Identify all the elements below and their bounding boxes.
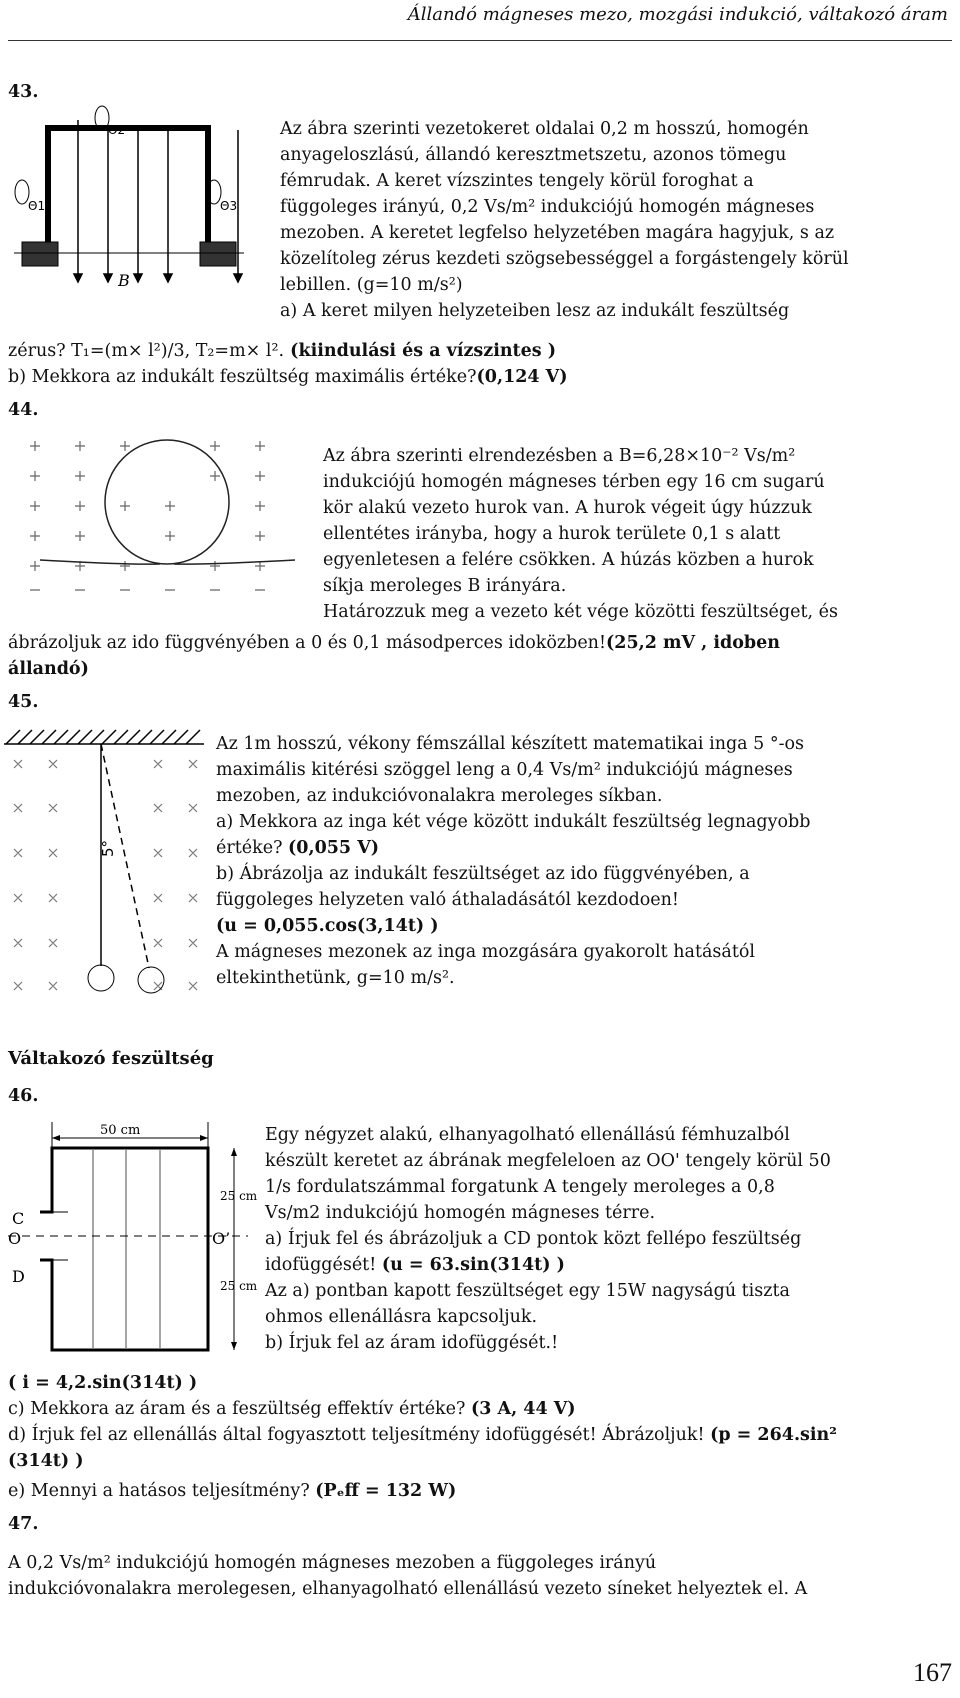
fig46-width-label: 50 cm [100, 1123, 141, 1138]
fig43-label-b: B [118, 271, 130, 290]
running-header: Állandó mágneses mezo, mozgási indukció, váltakozó áram [407, 4, 948, 25]
p44-line-6: síkja meroleges B irányára. [323, 576, 567, 596]
fig45-angle-label: 5° [99, 839, 117, 857]
p45-line-5 [216, 835, 810, 861]
p43-line-9-text: zérus? T₁=(m× l²)/3, T₂=m× l². [8, 341, 285, 361]
p43-line-7: lebillen. (g=10 m/s²) [280, 275, 463, 295]
problem-45-number: 45. [8, 692, 39, 712]
fig43-label-theta1: Θ1 [28, 199, 46, 213]
p45-line-9: A mágneses mezonek az inga mozgására gyakorolt hatásától [216, 942, 755, 962]
p45-line-7: függoleges helyzeten való áthaladásától kezdodoen! [216, 890, 679, 910]
p44-line-1: Az ábra szerinti elrendezésben a B=6,28×10⁻² Vs/m² [323, 446, 796, 466]
figure-45-pendulum [4, 724, 209, 1004]
fig46-label-o: O [8, 1229, 22, 1248]
p46-line-3: 1/s fordulatszámmal forgatunk A tengely meroleges a 0,8 [265, 1177, 775, 1197]
fig46-label-o-prime: O’ [212, 1229, 231, 1248]
p46-answer-d-cont: (314t) ) [8, 1451, 84, 1471]
p46-answer-b: ( i = 4,2.sin(314t) ) [8, 1373, 198, 1393]
figure-44-loop-in-field [10, 430, 300, 595]
p43-line-3: fémrudak. A keret vízszintes tengely körül foroghat a [280, 171, 754, 191]
p46-line-8: ohmos ellenállásra kapcsoljuk. [265, 1307, 538, 1327]
p46-line-14 [8, 1478, 456, 1504]
p45-line-3: mezoben, az indukcióvonalakra meroleges síkban. [216, 786, 663, 806]
figure-46-square-frame [8, 1112, 263, 1357]
p46-answer-c: (3 A, 44 V) [470, 1399, 576, 1419]
p47-line-2: indukcióvonalakra merolegesen, elhanyagolható ellenállású vezeto síneket helyeztek el. A [8, 1579, 808, 1599]
fig43-label-theta2: Θ2 [108, 123, 126, 137]
p46-line-6-text: idofüggését! [265, 1255, 382, 1275]
p46-line-9: b) Írjuk fel az áram idofüggését.! [265, 1333, 559, 1353]
p47-line-1: A 0,2 Vs/m² indukciójú homogén mágneses mezoben a függoleges irányú [8, 1553, 657, 1573]
p44-line-9 [8, 656, 89, 682]
fig46-label-c: C [12, 1209, 25, 1228]
p44-answer-cont: állandó) [8, 659, 89, 679]
problem-43-number: 43. [8, 82, 39, 102]
problem-44-number: 44. [8, 400, 39, 420]
p44-line-8-text: ábrázoljuk az ido függvényében a 0 és 0,1 másodperces idoközben! [8, 633, 606, 653]
p43-line-10-text: b) Mekkora az indukált feszültség maximális értéke? [8, 367, 477, 387]
p45-line-1: Az 1m hosszú, vékony fémszállal készített matematikai inga 5 °-os [216, 734, 805, 754]
p45-line-10: eltekinthetünk, g=10 m/s². [216, 968, 455, 988]
p43-answer-b: (0,124 V) [476, 367, 568, 387]
fig46-label-d: D [12, 1267, 25, 1286]
problem-47-number: 47. [8, 1514, 39, 1534]
p44-line-4: ellentétes irányba, hogy a hurok területe 0,1 s alatt [323, 524, 781, 544]
problem-44-text [323, 443, 838, 625]
p44-line-3: kör alakú vezeto hurok van. A hurok végeit úgy húzzuk [323, 498, 812, 518]
p46-line-4: Vs/m2 indukciójú homogén mágneses térre. [265, 1203, 656, 1223]
p46-line-12-text: d) Írjuk fel az ellenállás által fogyasztott teljesítmény idofüggését! Ábrázoljuk! [8, 1425, 711, 1445]
fig46-height-label-2: 25 cm [220, 1279, 258, 1293]
p46-line-13 [8, 1448, 84, 1474]
p45-answer-b: (u = 0,055.cos(3,14t) ) [216, 916, 439, 936]
problem-46-number: 46. [8, 1086, 39, 1106]
p46-line-6 [265, 1252, 831, 1278]
p44-line-7: Határozzuk meg a vezeto két vége közötti feszültséget, és [323, 602, 838, 622]
fig46-height-label-1: 25 cm [220, 1189, 258, 1203]
p46-answer-d: (p = 264.sin² [710, 1425, 837, 1445]
p46-line-14-text: e) Mennyi a hatásos teljesítmény? [8, 1481, 316, 1501]
p46-line-1: Egy négyzet alakú, elhanyagolható ellenállású fémhuzalból [265, 1125, 790, 1145]
p44-answer: (25,2 mV , idoben [605, 633, 781, 653]
p45-line-5-text: értéke? [216, 838, 289, 858]
page-number: 167 [913, 1658, 952, 1687]
p45-line-2: maximális kitérési szöggel leng a 0,4 Vs/m² indukciójú mágneses [216, 760, 793, 780]
p45-line-6: b) Ábrázolja az indukált feszültséget az ido függvényében, a [216, 864, 750, 884]
figure-43-rotating-frame [8, 110, 258, 300]
p43-line-10 [8, 364, 568, 390]
p45-line-4: a) Mekkora az inga két vége között indukált feszültség legnagyobb [216, 812, 811, 832]
section-title: Váltakozó feszültség [8, 1048, 214, 1069]
problem-46-text [265, 1122, 831, 1356]
problem-43-text [280, 116, 849, 324]
p43-line-8: a) A keret milyen helyzeteiben lesz az indukált feszültség [280, 301, 790, 321]
fig43-label-theta3: Θ3 [220, 199, 238, 213]
p43-line-1: Az ábra szerinti vezetokeret oldalai 0,2 m hosszú, homogén [280, 119, 809, 139]
p46-line-11-text: c) Mekkora az áram és a feszültség effektív értéke? [8, 1399, 471, 1419]
p44-line-5: egyenletesen a felére csökken. A húzás közben a hurok [323, 550, 814, 570]
p46-line-12 [8, 1422, 837, 1448]
p44-line-2: indukciójú homogén mágneses térben egy 16 cm sugarú [323, 472, 825, 492]
p46-answer-e: (Pₑff = 132 W) [315, 1481, 457, 1501]
p46-line-7: Az a) pontban kapott feszültséget egy 15W nagyságú tiszta [265, 1281, 790, 1301]
p46-answer-a: (u = 63.sin(314t) ) [381, 1255, 565, 1275]
p43-line-6: közelítoleg zérus kezdeti szögsebességgel a forgástengely körül [280, 249, 849, 269]
p43-line-9 [8, 338, 556, 364]
p46-line-10 [8, 1370, 197, 1396]
p45-answer-a: (0,055 V) [288, 838, 380, 858]
p43-answer-a: (kiindulási és a vízszintes ) [284, 341, 557, 361]
problem-45-text [216, 731, 810, 991]
p46-line-5: a) Írjuk fel és ábrázoljuk a CD pontok közt fellépo feszültség [265, 1229, 802, 1249]
p45-line-8 [216, 913, 810, 939]
p44-line-8 [8, 630, 780, 656]
p46-line-11 [8, 1396, 576, 1422]
p43-line-2: anyageloszlású, állandó keresztmetszetu, azonos tömegu [280, 145, 787, 165]
p46-line-2: készült keretet az ábrának megfeleloen az OO' tengely körül 50 [265, 1151, 831, 1171]
p43-line-4: függoleges irányú, 0,2 Vs/m² indukciójú homogén mágneses [280, 197, 815, 217]
p43-line-5: mezoben. A keretet legfelso helyzetében magára hagyjuk, s az [280, 223, 835, 243]
header-rule [8, 40, 952, 41]
